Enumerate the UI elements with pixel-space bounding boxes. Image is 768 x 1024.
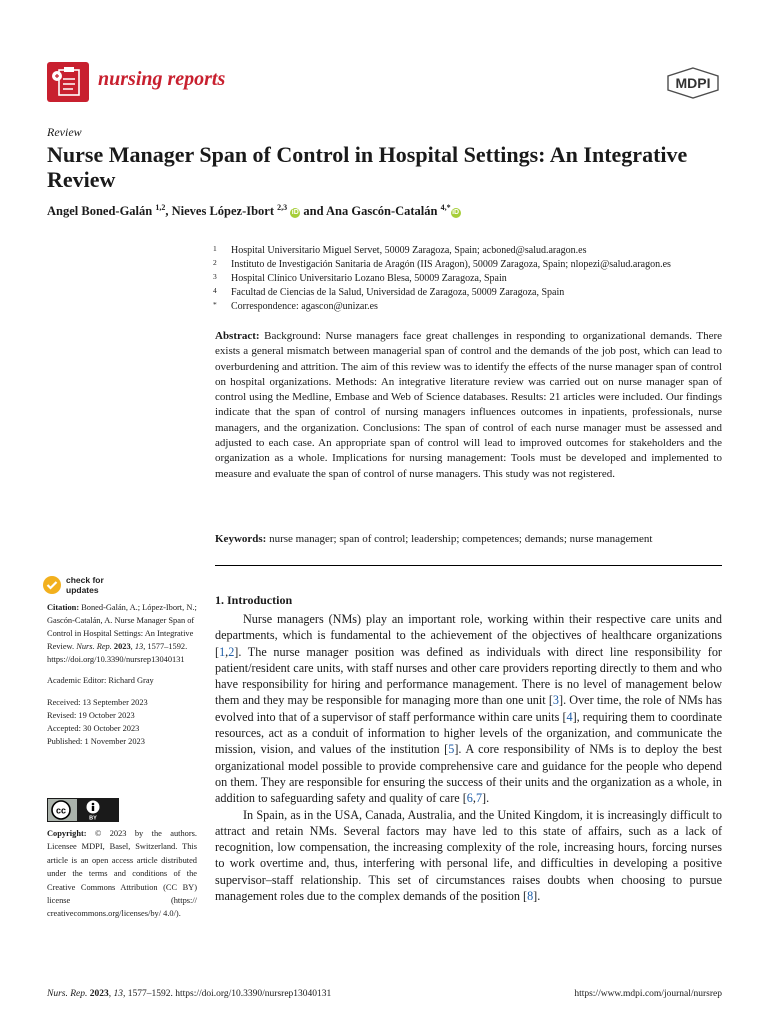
accepted-date: Accepted: 30 October 2023 [47,723,140,733]
svg-text:BY: BY [89,815,97,822]
author-name: Nieves López-Ibort [171,204,275,219]
citation-doi-link[interactable]: , 1577–1592. https://doi.org/10.3390/nursrep13040131 [47,642,188,665]
orcid-icon[interactable]: iD [452,209,460,217]
abstract [215,329,722,482]
body-text-segment: ]. [482,791,490,806]
cc-by-license-icon[interactable] [47,798,119,822]
journal-logo-icon [47,62,89,102]
revised-date: Revised: 19 October 2023 [47,710,135,720]
citation-link[interactable]: 6 [466,791,473,806]
keywords-text: nurse manager; span of control; leadership; competences; demands; nurse management [269,533,653,545]
citation-link[interactable]: 5 [448,742,455,757]
affiliation-item: 1 Hospital Universitario Miguel Servet, 50009 Zaragoza, Spain; acboned@salud.aragon.es [213,244,587,256]
copyright-notice: Copyright: © 2023 by the authors. Licensee MDPI, Basel, Switzerland. This article is an open access article distributed under the terms and conditions of the Creative Commons Attribution (CC BY) license (https:// creativecommons.org/licenses/by/ 4.0/). [47,829,198,919]
body-text-segment: In Spain, as in the USA, Canada, Australia, and the United Kingdom, it is increasingly difficult to attract and retain NMs. Several factors may have led to this state of affairs, such as a lack of recognition, low compensation, the increasing complexity of the role, increasing hours, forcing nurses to work overtime and, thus, interfering with personal life, and difficulties in developing a positive supervisor–staff relationship. This set of circumstances raises doubts when choosing to pursue management roles due to the complex demands of the position [ [215,807,722,904]
introduction-body [215,611,722,904]
body-text-segment: ]. Over time, the role of NMs has evolved into that of a supervisor of staff performance within care units [ [215,693,723,724]
section-divider [215,565,722,566]
citation-link[interactable]: 4 [566,709,573,724]
dates-block [47,696,197,748]
affiliation-item: 2 Instituto de Investigación Sanitaria de Aragón (IIS Aragon), 50009 Zaragoza, Spain; nlopezi@salud.aragon.es [213,258,671,270]
body-text-segment: Nurse managers (NMs) play an important role, working within their respective care units and departments, which is fundamental to the achievement of the objectives of healthcare organizations [ [215,612,722,659]
received-date: Received: 13 September 2023 [47,697,148,707]
journal-name: nursing reports [98,68,226,90]
citation-link[interactable]: 8 [527,889,534,904]
abstract-text: Background: Nurse managers face great challenges in responding to organizational demands. There exists a general mismatch between managerial span of control and the demands of the job post, which can lead to overburdening and attrition. The aim of this review was to identify the effects of the nurse manager span of control on hospital organizations. Methods: An integrative literature review was carried out on nurse manager span of control using the Medline, Embase and Web of Science databases. Results: 21 articles were included. Our findings indicate that the span of control of nursing managers influences outcomes in inpatients, professionals, nurse managers, and the organization. Conclusions: The span of control of each nurse manager must be assessed and adjusted to each case. An appropriate span of control will lead to improved outcomes for stakeholders and the organization as a whole. Implications for nursing management: Tools must be developed and implemented to measure and evaluate the span of control of nurse managers. This study was not registered. [215,330,723,480]
section-heading: 1. Introduction [215,593,293,607]
body-paragraph [215,611,722,807]
author-affiliation-sup: 1,2 [155,203,166,212]
author-list: Angel Boned-Galán $^{1,2}$, Nieves López-Ibort $^{2,3}$ iD and Ana Gascón-Catalán $^{4,*}$iD [47,203,460,219]
body-text-segment: , [225,644,229,659]
body-text-segment: ]. [533,889,541,904]
citation-link[interactable]: 2 [228,644,235,659]
published-date: Published: 1 November 2023 [47,736,145,746]
author-name: Ana Gascón-Catalán [326,204,438,219]
svg-text:MDPI: MDPI [675,75,711,91]
svg-text:updates: updates [66,585,99,595]
abstract-label: Abstract: [215,330,260,342]
svg-text:cc: cc [55,805,67,816]
footer-journal-url[interactable]: https://www.mdpi.com/journal/nursrep [574,989,722,999]
affiliations [213,244,733,314]
citation-link[interactable]: 3 [552,693,560,708]
correspondence: * Correspondence: agascon@unizar.es [213,300,378,312]
keywords [215,533,725,545]
body-text-segment: ]. A core responsibility of NMs is to deploy the best organizational model possible to provide comprehensive care and guidance for the people who depend on them. They are responsible for ensuring the success of their units and the organization as a whole, in addition to safeguarding safety and quality of care [ [215,742,722,806]
article-type: Review [47,125,82,139]
citation-link[interactable]: 7 [475,791,483,806]
article-info-sidebar [47,601,197,756]
citation-block: Citation: Boned-Galán, A.; López-Ibort, N.; Gascón-Catalán, A. Nurse Manager Span of Control in Hospital Settings: An Integrative Review. Nurs. Rep. 2023, 13, 1577–1592. https://doi.org/10.3390/nursrep13040131 [47,603,197,665]
author-affiliation-sup: 4,* [440,203,451,212]
affiliation-item: 4 Facultad de Ciencias de la Salud, Universidad de Zaragoza, 50009 Zaragoza, Spain [213,286,565,298]
body-text-segment: ]. The nurse manager position was defined as individuals with direct line responsibility for patient/resident care units, with staff nurses and other care providers reporting directly to them and who have responsibility for hiring and performance management. There is no level of management below them and they may be responsible for managing more than one unit [ [215,644,722,708]
footer-citation: Nurs. Rep. 2023, 13, 1577–1592. https://doi.org/10.3390/nursrep13040131 [47,989,332,999]
check-for-updates-button[interactable] [42,573,132,595]
body-text-segment: ], requiring them to coordinate resources, act as a conduit of information to higher levels of the organization, and communicate the mission, vision, and values of the institution [ [215,709,723,757]
citation-link[interactable]: 1 [219,644,226,659]
affiliation-item: 3 Hospital Clínico Universitario Lozano Blesa, 50009 Zaragoza, Spain [213,272,507,284]
keywords-label: Keywords: [215,533,267,545]
body-text-segment: , [472,791,476,806]
orcid-icon[interactable]: iD [291,209,299,217]
author-name: Angel Boned-Galán [47,204,153,219]
body-paragraph [215,807,722,905]
author-affiliation-sup: 2,3 [277,203,288,212]
publisher-logo-icon [664,67,722,99]
academic-editor: Academic Editor: Richard Gray [47,676,154,686]
svg-text:check for: check for [66,575,104,585]
article-title: Nurse Manager Span of Control in Hospital Settings: An Integrative Review [47,142,688,192]
